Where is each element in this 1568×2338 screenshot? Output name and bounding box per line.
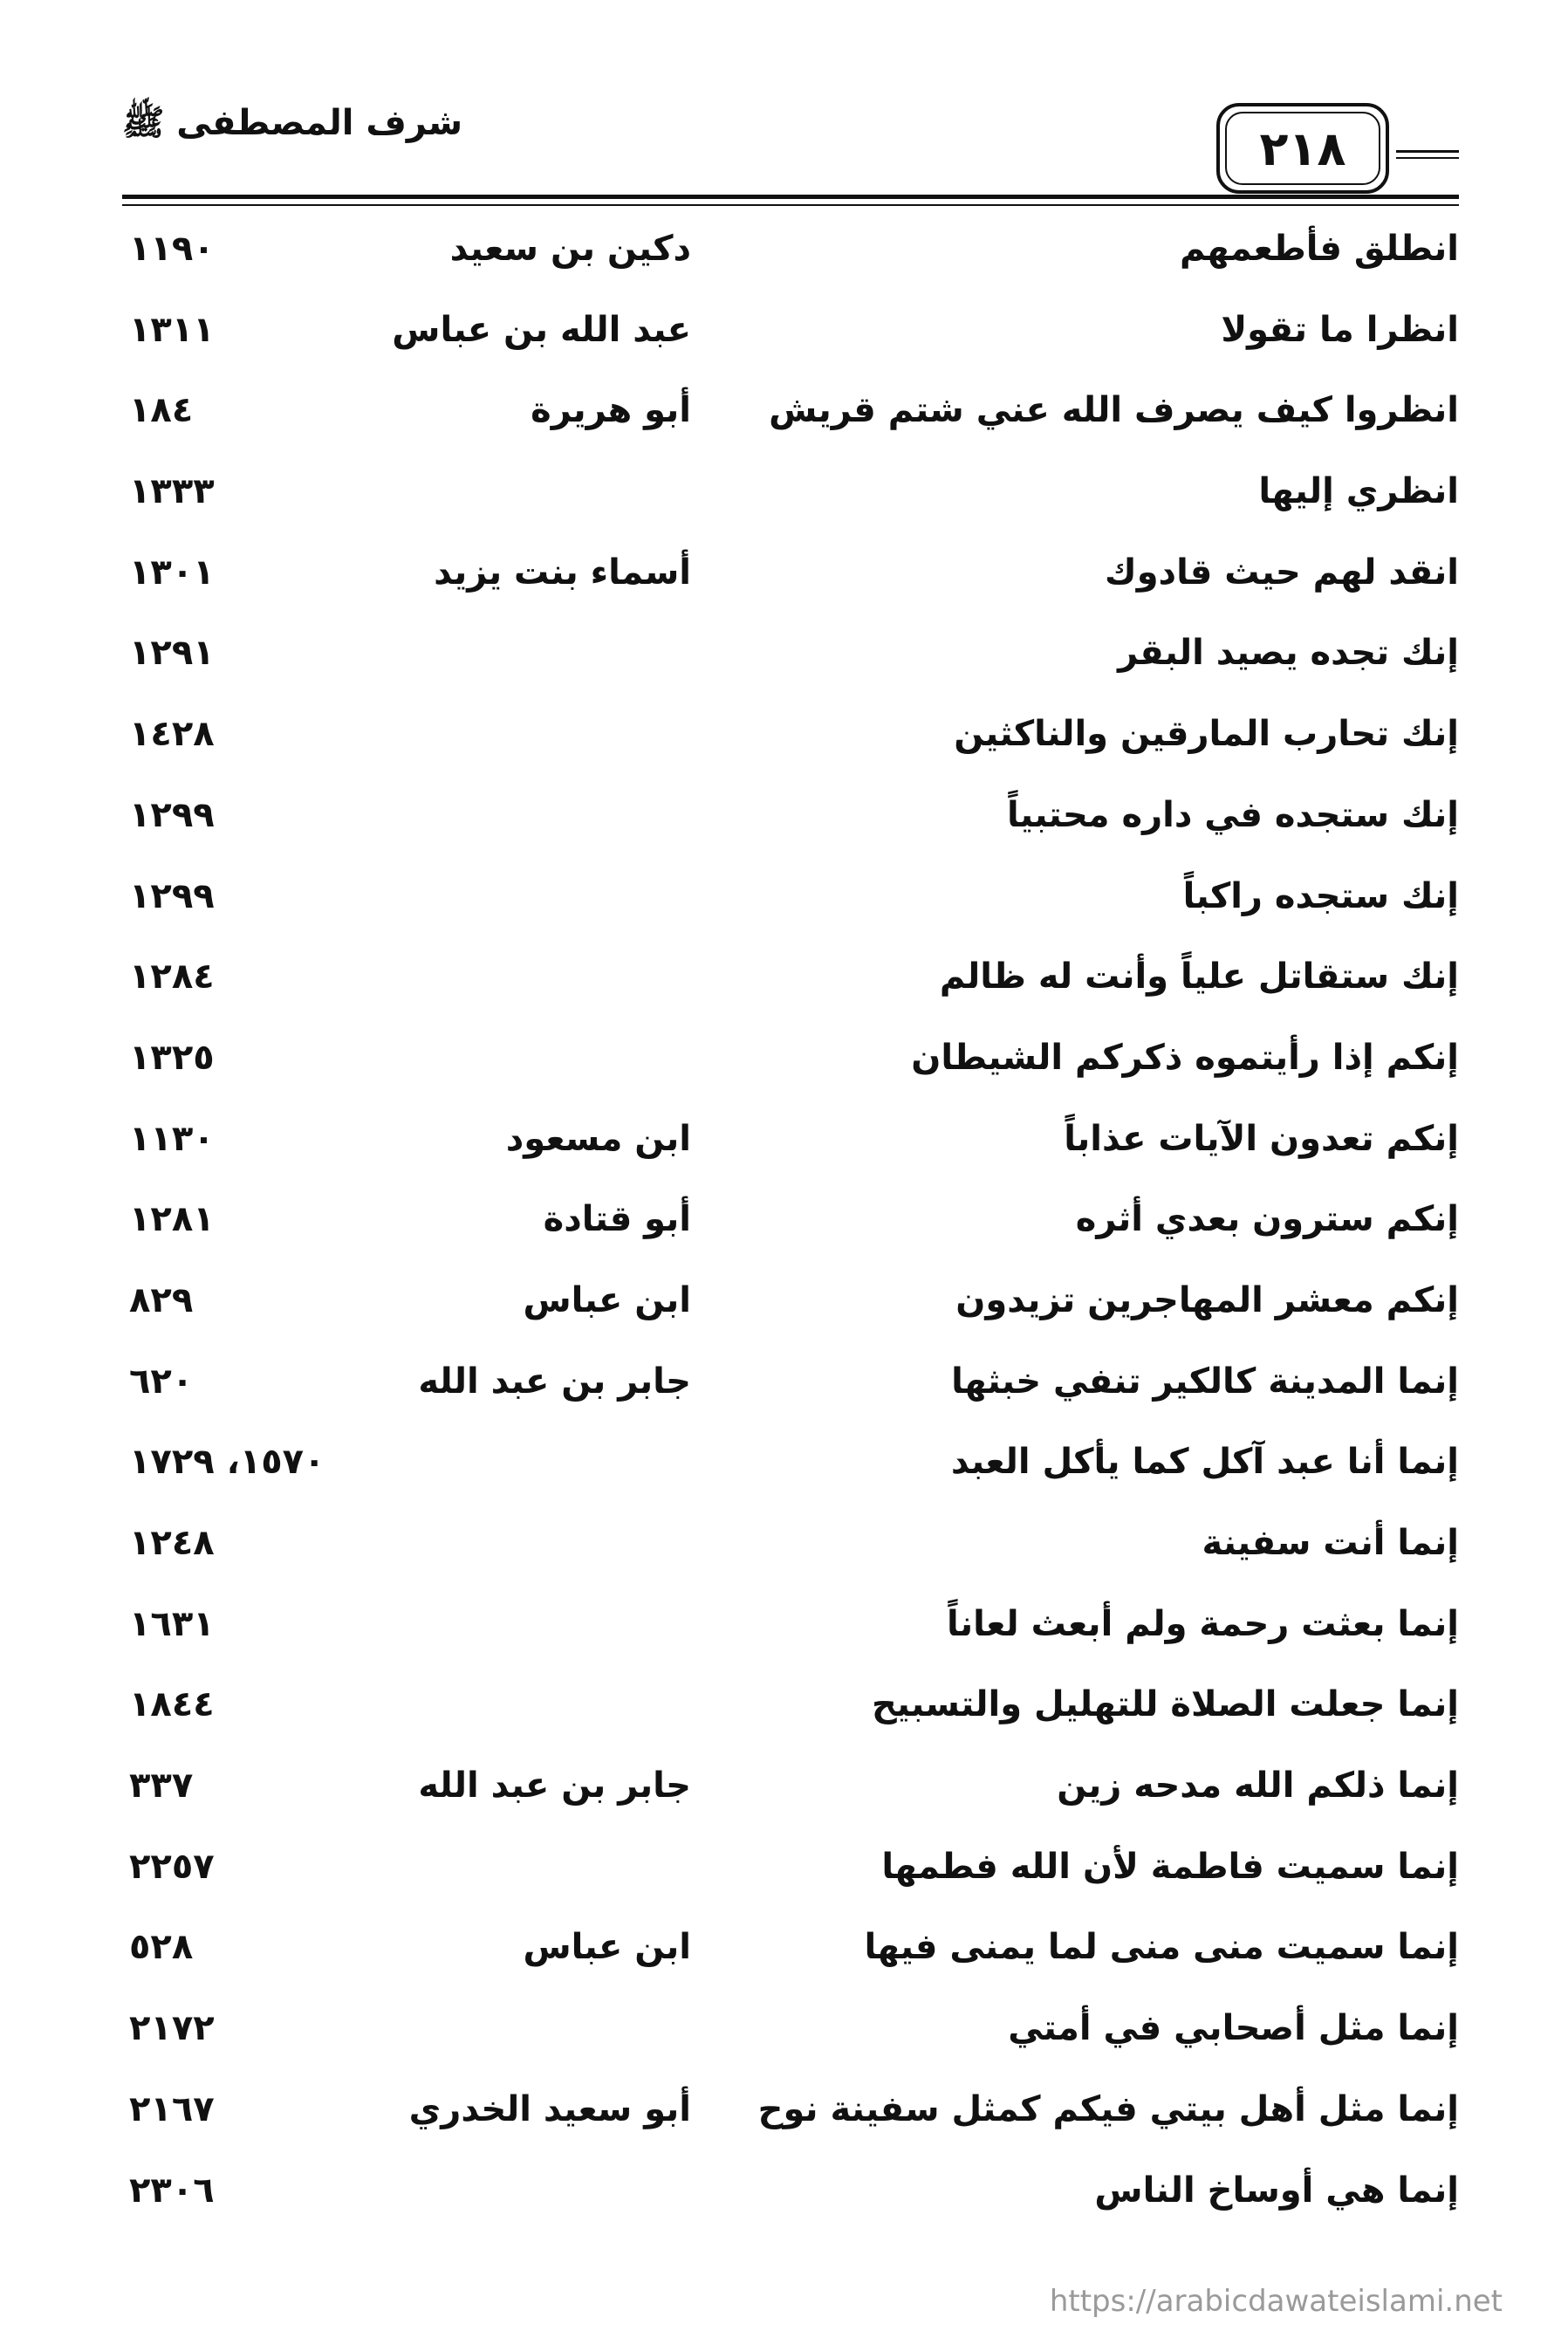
index-row — [122, 371, 1459, 452]
index-row — [122, 533, 1459, 614]
index-row — [122, 776, 1459, 857]
hadith-number: ١٨٤ — [129, 390, 194, 431]
hadith-text: إنك ستجده راكباً — [1182, 875, 1459, 916]
index-row — [122, 1100, 1459, 1181]
narrator: ابن عباس — [523, 1927, 691, 1968]
hadith-text: إنما مثل أصحابي في أمتي — [1008, 2008, 1459, 2049]
hadith-number: ١٢٨١ — [129, 1199, 215, 1240]
hadith-number: ٢٣٠٦ — [129, 2170, 215, 2211]
hadith-text: إنكم تعدون الآيات عذاباً — [1064, 1118, 1459, 1159]
index-list — [122, 209, 1459, 2232]
hadith-number: ٣٣٧ — [129, 1765, 194, 1807]
hadith-number: ٢٢٥٧ — [129, 1846, 215, 1887]
narrator: جابر بن عبد الله — [418, 1361, 691, 1402]
index-row — [122, 614, 1459, 695]
hadith-text: إنما هي أوساخ الناس — [1094, 2170, 1459, 2211]
narrator: عبد الله بن عباس — [392, 309, 691, 350]
hadith-number: ١١٣٠ — [129, 1118, 215, 1159]
index-row — [122, 1585, 1459, 1666]
hadith-text: إنما مثل أهل بيتي فيكم كمثل سفينة نوح — [757, 2088, 1459, 2129]
hadith-text: إنما سميت منى منى لما يمنى فيها — [864, 1927, 1459, 1968]
narrator: أبو سعيد الخدري — [408, 2088, 691, 2129]
hadith-text: إنما أنت سفينة — [1202, 1523, 1459, 1563]
hadith-text: انظروا كيف يصرف الله عني شتم قريش — [769, 390, 1459, 431]
hadith-text: إنما ذلكم الله مدحه زين — [1057, 1765, 1459, 1807]
narrator: دكين بن سعيد — [449, 229, 691, 269]
hadith-text: انقد لهم حيث قادوك — [1105, 552, 1459, 593]
index-row — [122, 2070, 1459, 2151]
hadith-text: إنما سميت فاطمة لأن الله فطمها — [881, 1846, 1459, 1887]
hadith-text: إنكم سترون بعدي أثره — [1075, 1199, 1459, 1240]
page-number: ٢١٨ — [1259, 120, 1346, 176]
index-row — [122, 1342, 1459, 1423]
narrator: جابر بن عبد الله — [418, 1765, 691, 1807]
hadith-text: إنما جعلت الصلاة للتهليل والتسبيح — [871, 1684, 1459, 1725]
header-rule-thin — [122, 204, 1459, 206]
index-row — [122, 1665, 1459, 1746]
header-rule-short-thin — [1396, 157, 1459, 159]
narrator: ابن مسعود — [505, 1118, 691, 1159]
watermark: https://arabicdawateislami.net — [1049, 2284, 1503, 2319]
narrator: أسماء بنت يزيد — [434, 552, 691, 593]
hadith-number: ٦٢٠ — [129, 1361, 194, 1402]
narrator: ابن عباس — [523, 1279, 691, 1320]
hadith-text: إنما بعثت رحمة ولم أبعث لعاناً — [947, 1603, 1459, 1644]
index-row — [122, 452, 1459, 533]
index-row — [122, 937, 1459, 1018]
hadith-text: إنك تحارب المارقين والناكثين — [954, 714, 1459, 755]
index-row — [122, 209, 1459, 291]
hadith-text: انظرا ما تقولا — [1221, 309, 1459, 350]
hadith-text: إنك ستقاتل علياً وأنت له ظالم — [939, 956, 1459, 998]
hadith-number: ١٢٩٩ — [129, 875, 215, 916]
index-row — [122, 1423, 1459, 1504]
running-title: شرف المصطفى ﷺ — [122, 103, 463, 143]
hadith-number: ١٢٩٩ — [129, 794, 215, 835]
hadith-number: ٢١٦٧ — [129, 2088, 215, 2129]
header-rule-short — [1396, 150, 1459, 153]
hadith-text: إنما المدينة كالكير تنفي خبثها — [951, 1361, 1459, 1402]
hadith-text: انظري إليها — [1258, 471, 1459, 512]
hadith-number: ١٢٩١ — [129, 633, 215, 674]
page-number-frame — [1216, 103, 1389, 194]
hadith-text: انطلق فأطعمهم — [1179, 229, 1459, 269]
hadith-number: ١٢٤٨ — [129, 1523, 215, 1563]
hadith-number: ١٨٤٤ — [129, 1684, 215, 1725]
index-row — [122, 1018, 1459, 1100]
index-row — [122, 1504, 1459, 1585]
header-rule — [122, 195, 1459, 199]
hadith-number: ١٢٨٤ — [129, 956, 215, 998]
index-row — [122, 1180, 1459, 1261]
hadith-text: إنك ستجده في داره محتبياً — [1006, 794, 1459, 835]
page-header — [122, 94, 1459, 208]
hadith-number: ١٥٧٠، ١٧٢٩ — [129, 1442, 325, 1483]
hadith-number: ١١٩٠ — [129, 229, 215, 269]
hadith-number: ٥٢٨ — [129, 1927, 194, 1968]
index-row — [122, 857, 1459, 938]
hadith-number: ١٦٣١ — [129, 1603, 215, 1644]
index-row — [122, 291, 1459, 372]
hadith-number: ١٣٣٣ — [129, 471, 215, 512]
index-row — [122, 1261, 1459, 1342]
hadith-number: ٨٢٩ — [129, 1279, 194, 1320]
hadith-number: ١٤٢٨ — [129, 714, 215, 755]
narrator: أبو هريرة — [531, 390, 691, 431]
hadith-number: ١٣٢٥ — [129, 1037, 215, 1078]
narrator: أبو قتادة — [543, 1199, 691, 1240]
index-row — [122, 1827, 1459, 1909]
index-row — [122, 1746, 1459, 1827]
hadith-text: إنك تجده يصيد البقر — [1118, 633, 1459, 674]
index-row — [122, 1989, 1459, 2070]
index-row — [122, 695, 1459, 776]
index-row — [122, 1908, 1459, 1989]
index-row — [122, 2151, 1459, 2232]
hadith-number: ١٣٠١ — [129, 552, 215, 593]
hadith-number: ١٣١١ — [129, 309, 215, 350]
hadith-text: إنكم معشر المهاجرين تزيدون — [955, 1279, 1459, 1320]
hadith-number: ٢١٧٢ — [129, 2008, 215, 2049]
hadith-text: إنما أنا عبد آكل كما يأكل العبد — [950, 1442, 1459, 1483]
hadith-text: إنكم إذا رأيتموه ذكركم الشيطان — [911, 1037, 1459, 1078]
